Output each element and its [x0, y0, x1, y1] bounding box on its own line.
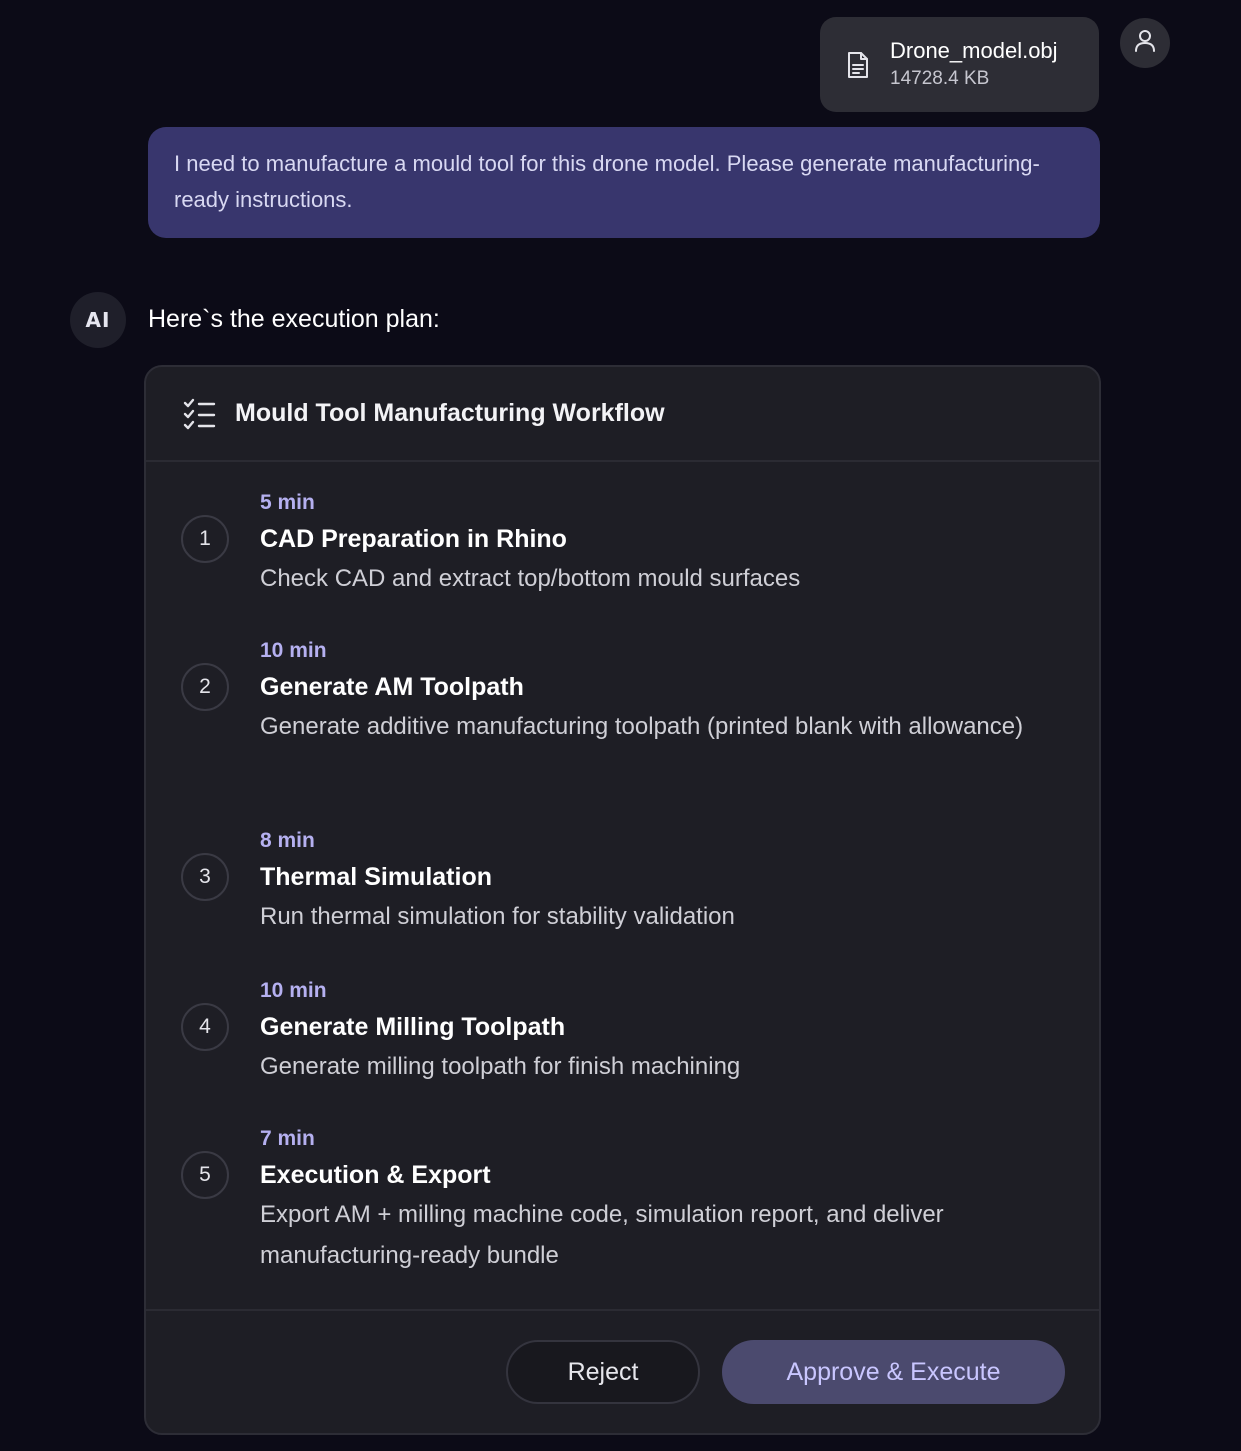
file-attachment[interactable] [820, 17, 1099, 112]
step-duration: 10 min [260, 639, 327, 662]
step-description: Generate milling toolpath for finish machining [260, 1053, 741, 1080]
step-description: Export AM + milling machine code, simulation report, and deliver manufacturing-ready bundle [260, 1201, 944, 1269]
step-body [260, 1124, 1060, 1276]
reject-button[interactable]: Reject [506, 1340, 700, 1404]
checklist-icon [182, 398, 218, 430]
workflow-header [146, 367, 1099, 462]
step-title: Generate Milling Toolpath [260, 1013, 566, 1041]
step-body [260, 636, 1060, 747]
step-title: CAD Preparation in Rhino [260, 525, 567, 553]
user-avatar [1120, 18, 1170, 68]
step-duration: 8 min [260, 829, 315, 852]
step-duration: 5 min [260, 491, 315, 514]
step-body [260, 488, 1060, 599]
step-body [260, 976, 1060, 1087]
step-number: 5 [181, 1151, 229, 1199]
step-description: Generate additive manufacturing toolpath (printed blank with allowance) [260, 713, 1024, 740]
file-meta [890, 37, 1058, 93]
step-number: 3 [181, 853, 229, 901]
file-size: 14728.4 KB [890, 67, 990, 89]
step-title: Generate AM Toolpath [260, 673, 524, 701]
step-duration: 10 min [260, 979, 327, 1002]
assistant-intro: Here`s the execution plan: [148, 305, 440, 333]
user-message: I need to manufacture a mould tool for this drone model. Please generate manufacturing-ready instructions. [148, 127, 1100, 238]
step-number: 2 [181, 663, 229, 711]
workflow-title: Mould Tool Manufacturing Workflow [235, 399, 665, 427]
workflow-card [144, 365, 1101, 1435]
workflow-actions [146, 1309, 1099, 1433]
ai-avatar [70, 292, 126, 348]
step-description: Check CAD and extract top/bottom mould surfaces [260, 565, 801, 592]
step-description: Run thermal simulation for stability validation [260, 903, 735, 930]
step-title: Execution & Export [260, 1161, 491, 1189]
user-icon [1134, 29, 1156, 58]
approve-execute-button[interactable]: Approve & Execute [722, 1340, 1065, 1404]
step-number: 1 [181, 515, 229, 563]
file-text-icon [846, 51, 870, 79]
ai-avatar-label: AI [85, 308, 111, 332]
step-number: 4 [181, 1003, 229, 1051]
step-duration: 7 min [260, 1127, 315, 1150]
step-body [260, 826, 1060, 937]
step-title: Thermal Simulation [260, 863, 492, 891]
file-name: Drone_model.obj [890, 37, 1058, 63]
